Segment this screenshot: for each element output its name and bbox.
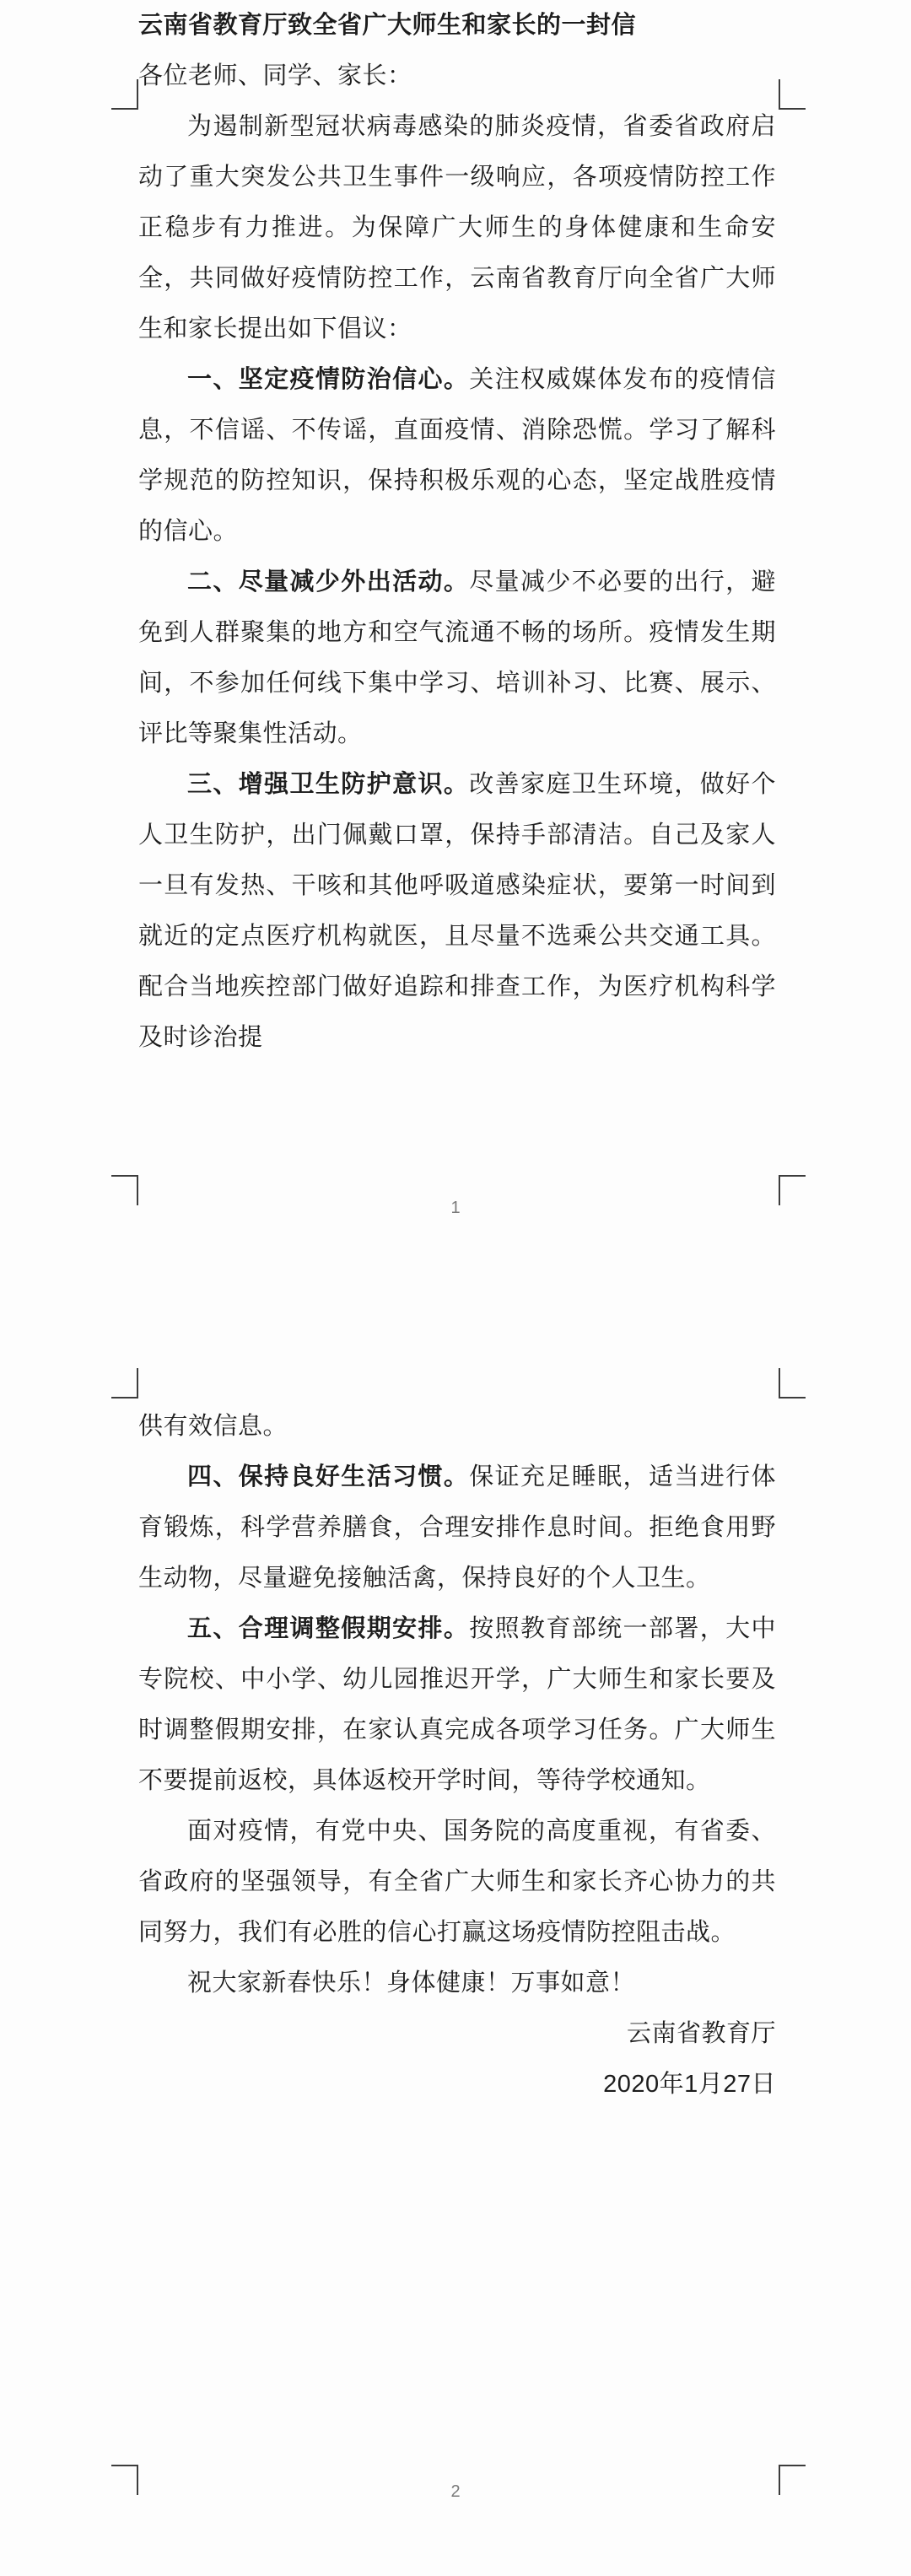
date-line: 2020年1月27日 (603, 2071, 776, 2098)
wishes-line: 祝大家新春快乐！身体健康！万事如意！ (187, 1970, 636, 1997)
section-1-heading: 一、坚定疫情防治信心。 (187, 366, 470, 393)
page-title: 云南省教育厅致全省广大师生和家长的一封信 (138, 12, 637, 39)
section-4-heading: 四、保持良好生活习惯。 (187, 1463, 470, 1490)
page1-crop-mark-top-right (779, 79, 806, 110)
closing-paragraph: 面对疫情，有党中央、国务院的高度重视，有省委、省政府的坚强领导，有全省广大师生和家长齐心协力的共同努力，我们有必胜的信心打赢这场疫情防控阻击战。 (138, 1818, 776, 1946)
section-1-body: 关注权威媒体发布的疫情信息，不信谣、不传谣，直面疫情、消除恐慌。学习了解科学规范的防控知识，保持积极乐观的心态，坚定战胜疫情的信心。 (138, 366, 776, 545)
salutation: 各位老师、同学、家长： (138, 62, 412, 89)
page1-text-column (138, 0, 776, 1063)
section-5-body: 按照教育部统一部署，大中专院校、中小学、幼儿园推迟开学，广大师生和家长要及时调整假期安排，在家认真完成各项学习任务。广大师生不要提前返校，具体返校开学时间，等待学校通知。 (138, 1615, 776, 1794)
signature: 云南省教育厅 (626, 2020, 776, 2047)
section-4-body: 保证充足睡眠，适当进行体育锻炼，科学营养膳食，合理安排作息时间。拒绝食用野生动物，尽量避免接触活禽，保持良好的个人卫生。 (138, 1463, 776, 1592)
section-3-paragraph (138, 759, 776, 1063)
section-2-body: 尽量减少不必要的出行，避免到人群聚集的地方和空气流通不畅的场所。疫情发生期间，不参加任何线下集中学习、培训补习、比赛、展示、评比等聚集性活动。 (138, 569, 776, 747)
page2-text-column (138, 1401, 776, 2110)
section-3-continuation: 供有效信息。 (138, 1413, 288, 1440)
section-3-heading: 三、增强卫生防护意识。 (187, 771, 470, 798)
page2-crop-mark-top-left (111, 1368, 138, 1398)
section-5-paragraph (138, 1603, 776, 1806)
section-3-body: 改善家庭卫生环境，做好个人卫生防护，出门佩戴口罩，保持手部清洁。自己及家人一旦有发热、干咳和其他呼吸道感染症状，要第一时间到就近的定点医疗机构就医，且尽量不选乘公共交通工具。配合当地疾控部门做好追踪和排查工作，为医疗机构科学及时诊治提 (138, 771, 776, 1051)
section-1-paragraph (138, 354, 776, 557)
page1-page-number: 1 (450, 1199, 461, 1217)
section-4-paragraph (138, 1452, 776, 1603)
section-2-heading: 二、尽量减少外出活动。 (187, 569, 470, 595)
page2-page-number: 2 (450, 2482, 461, 2501)
page1-crop-mark-top-left (111, 79, 138, 110)
intro-paragraph: 为遏制新型冠状病毒感染的肺炎疫情，省委省政府启动了重大突发公共卫生事件一级响应，各项疫情防控工作正稳步有力推进。为保障广大师生的身体健康和生命安全，共同做好疫情防控工作，云南省教育厅向全省广大师生和家长提出如下倡议： (138, 113, 776, 342)
section-2-paragraph (138, 557, 776, 759)
section-5-heading: 五、合理调整假期安排。 (187, 1615, 470, 1642)
page2-crop-mark-top-right (779, 1368, 806, 1398)
